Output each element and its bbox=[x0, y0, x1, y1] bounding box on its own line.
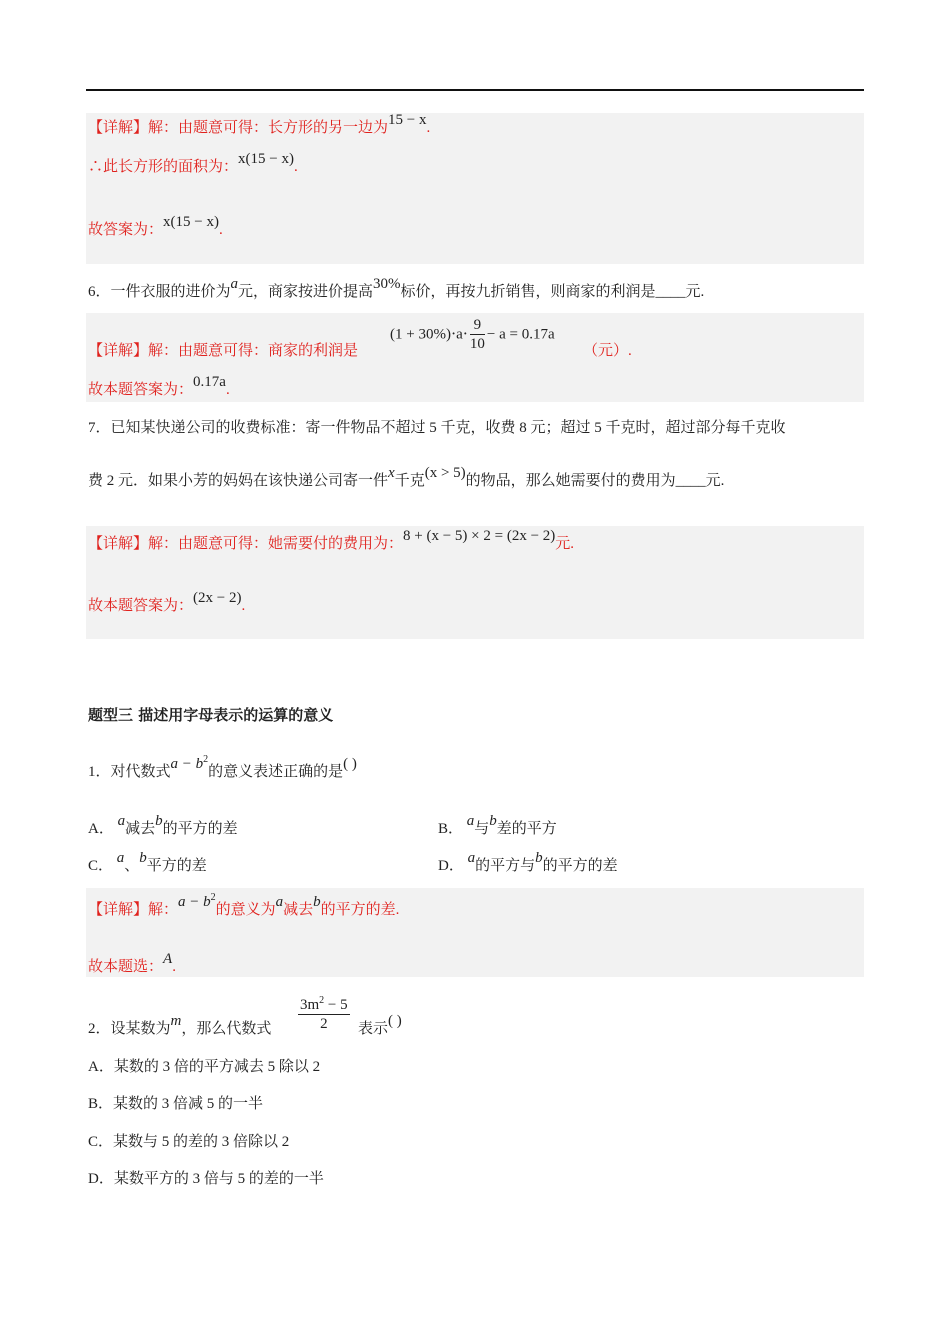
sol6-line1 bbox=[88, 341, 358, 361]
q7-condition: (x > 5) bbox=[424, 465, 466, 481]
sol1-prefix: 【详解】解： bbox=[88, 902, 179, 918]
opt-text: 的平方与 bbox=[475, 858, 536, 874]
q1-option-b[interactable] bbox=[438, 813, 557, 839]
sol7-answer-text: 故本题答案为： bbox=[88, 598, 194, 614]
q1-stem-math: a − b bbox=[170, 756, 204, 772]
opt-text: 平方的差 bbox=[146, 858, 207, 874]
q1-option-a[interactable] bbox=[88, 813, 238, 839]
question-1 bbox=[88, 754, 357, 782]
sol1-t2: 减去 bbox=[283, 902, 314, 918]
header-rule bbox=[86, 89, 864, 91]
sol5-line2-math: x(15 − x) bbox=[238, 151, 294, 167]
sol1-answer-text: 故本题选： bbox=[88, 959, 164, 975]
q2-frac-num bbox=[298, 992, 350, 1015]
q2-num-sup: 2 bbox=[319, 995, 325, 1006]
q6-text-a: 6．一件衣服的进价为 bbox=[88, 284, 231, 300]
sol5-line1-math: 15 − x bbox=[388, 112, 427, 128]
q2-stem-c: 表示 bbox=[358, 1021, 389, 1037]
opt-var: a bbox=[117, 813, 126, 829]
sol1-answer-end: . bbox=[172, 959, 176, 975]
opt-var: b bbox=[155, 813, 163, 829]
sol5-answer-text: 故答案为： bbox=[88, 222, 164, 238]
sol5-answer-end: . bbox=[218, 222, 223, 238]
sol5-line1 bbox=[88, 112, 431, 138]
opt-text: 差的平方 bbox=[496, 821, 557, 837]
q6-var-a: a bbox=[230, 276, 239, 292]
sol7-answer-math: (2x − 2) bbox=[193, 590, 242, 606]
q2-paren: ( ) bbox=[388, 1013, 402, 1029]
opt-var: b bbox=[489, 813, 497, 829]
question-6 bbox=[88, 276, 705, 302]
sol7-answer-end: . bbox=[241, 598, 246, 614]
sol5-line2-text: ∴此长方形的面积为： bbox=[88, 159, 239, 175]
question-7-line2 bbox=[88, 465, 725, 491]
sol6-answer bbox=[88, 374, 230, 400]
q7-var-x: x bbox=[388, 465, 395, 481]
option-label: D． bbox=[438, 858, 464, 874]
sol6-suffix: （元）. bbox=[583, 343, 632, 359]
sol1-t3: 的平方的差. bbox=[320, 902, 400, 918]
sol6-answer-end: . bbox=[225, 382, 230, 398]
q7-text-a: 费 2 元．如果小芳的妈妈在该快递公司寄一件 bbox=[88, 473, 389, 489]
sol6-math bbox=[390, 316, 555, 353]
option-label: B． bbox=[438, 821, 464, 837]
q2-frac-den: 2 bbox=[320, 1016, 328, 1032]
opt-var: a bbox=[116, 850, 125, 866]
sol1-v2: b bbox=[313, 894, 321, 910]
q2-num-b: − 5 bbox=[324, 997, 348, 1013]
option-label: A． bbox=[88, 821, 114, 837]
sol7-text: 【详解】解：由题意可得：她需要付的费用为： bbox=[88, 536, 404, 552]
q6-percent: 30% bbox=[373, 276, 401, 292]
q1-stem-b: 的意义表述正确的是 bbox=[208, 764, 344, 780]
sol5-answer-math: x(15 − x) bbox=[163, 214, 219, 230]
sol5-answer bbox=[88, 214, 223, 240]
opt-text: 与 bbox=[474, 821, 490, 837]
q2-var-m: m bbox=[170, 1013, 182, 1029]
opt-var: b bbox=[139, 850, 147, 866]
opt-var: a bbox=[466, 813, 475, 829]
sol1-answer-math: A bbox=[163, 951, 173, 967]
sol1-sup: 2 bbox=[210, 892, 216, 903]
q1-option-d[interactable] bbox=[438, 850, 618, 876]
sol5-line2-end: . bbox=[293, 159, 298, 175]
q2-stem-a: 2．设某数为 bbox=[88, 1021, 171, 1037]
sol7-answer bbox=[88, 590, 246, 616]
section-title: 题型三 描述用字母表示的运算的意义 bbox=[88, 706, 334, 724]
q2-option-a[interactable]: A．某数的 3 倍的平方减去 5 除以 2 bbox=[88, 1059, 321, 1075]
q2-option-d[interactable]: D．某数平方的 3 倍与 5 的差的一半 bbox=[88, 1171, 324, 1187]
sol6-frac-num: 9 bbox=[470, 316, 485, 335]
sol6-answer-text: 故本题答案为： bbox=[88, 382, 194, 398]
sol1-t1: 的意义为 bbox=[215, 902, 276, 918]
opt-text: 的平方的差 bbox=[542, 858, 618, 874]
sol5-line2 bbox=[88, 151, 298, 177]
opt-text: 、 bbox=[124, 858, 140, 874]
sol1-line1 bbox=[88, 892, 400, 920]
question-2-stem bbox=[88, 1013, 272, 1039]
q2-stem-b: ，那么代数式 bbox=[181, 1021, 272, 1037]
q6-text-c: 标价，再按九折销售，则商家的利润是____元. bbox=[400, 284, 705, 300]
q1-stem-a: 1．对代数式 bbox=[88, 764, 171, 780]
sol1-answer bbox=[88, 951, 176, 977]
sol7-math: 8 + (x − 5) × 2 = (2x − 2) bbox=[403, 528, 556, 544]
q2-option-c[interactable]: C．某数与 5 的差的 3 倍除以 2 bbox=[88, 1134, 290, 1150]
sol6-text: 【详解】解：由题意可得：商家的利润是 bbox=[88, 343, 359, 359]
q2-fraction bbox=[298, 992, 350, 1033]
q7-text-b: 千克 bbox=[394, 473, 425, 489]
sol6-math-left: (1 + 30%)⋅a⋅ bbox=[390, 326, 468, 343]
q2-num-a: 3m bbox=[300, 997, 320, 1013]
q2-option-b[interactable]: B．某数的 3 倍减 5 的一半 bbox=[88, 1096, 264, 1112]
sol6-answer-math: 0.17a bbox=[193, 374, 226, 390]
opt-var: b bbox=[535, 850, 543, 866]
opt-var: a bbox=[467, 850, 476, 866]
q1-stem-sup: 2 bbox=[203, 754, 209, 765]
sol6-fraction bbox=[470, 316, 485, 353]
q6-text-b: 元，商家按进价提高 bbox=[238, 284, 374, 300]
q1-option-c[interactable] bbox=[88, 850, 207, 876]
question-2-tail bbox=[358, 1013, 402, 1039]
question-7-line1: 7．已知某快递公司的收费标准：寄一件物品不超过 5 千克，收费 8 元；超过 5 千克时，超过部分每千克收 bbox=[88, 420, 786, 436]
option-label: C． bbox=[88, 858, 114, 874]
sol5-line1-end: . bbox=[426, 120, 431, 136]
sol5-line1-text: 【详解】解：由题意可得：长方形的另一边为 bbox=[88, 120, 389, 136]
opt-text: 减去 bbox=[125, 821, 156, 837]
opt-text: 的平方的差 bbox=[162, 821, 238, 837]
q1-paren: ( ) bbox=[343, 756, 357, 772]
sol1-v1: a bbox=[275, 894, 284, 910]
sol6-frac-den: 10 bbox=[469, 336, 485, 352]
q7-text-c: 的物品，那么她需要付的费用为____元. bbox=[465, 473, 725, 489]
sol6-math-right: − a = 0.17a bbox=[486, 326, 555, 343]
sol1-math: a − b bbox=[178, 894, 211, 910]
sol7-suffix: 元. bbox=[555, 536, 575, 552]
sol7-line1 bbox=[88, 528, 575, 554]
